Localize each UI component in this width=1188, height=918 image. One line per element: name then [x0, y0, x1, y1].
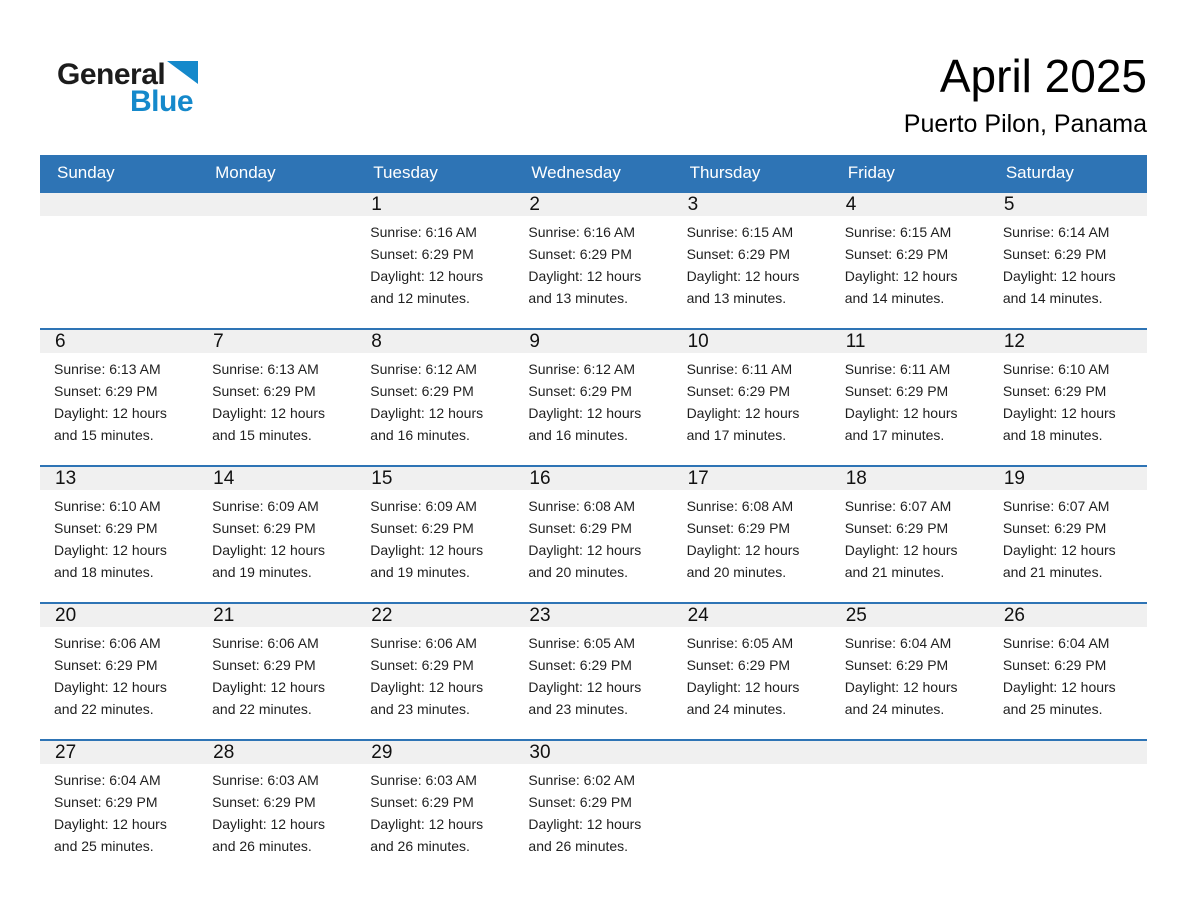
day-info [831, 353, 989, 446]
daylight-text-line2: and 18 minutes. [54, 564, 154, 580]
day-info [673, 353, 831, 446]
day-cell [673, 192, 831, 329]
daylight-text-line1: Daylight: 12 hours [686, 542, 800, 558]
daylight-text-line2: and 25 minutes. [1002, 701, 1103, 717]
empty-day-cell [198, 192, 356, 329]
day-number [989, 741, 1147, 764]
daylight-text-line1: Daylight: 12 hours [844, 268, 958, 284]
day-number [40, 193, 198, 216]
empty-day-cell [40, 192, 198, 329]
daylight-text-line2: and 20 minutes. [528, 564, 629, 580]
day-info [198, 490, 356, 583]
sunset-text: Sunset: 6:29 PM [54, 794, 158, 810]
daylight-text-line2: and 14 minutes. [844, 290, 945, 306]
day-info [198, 627, 356, 720]
day-cell [514, 192, 672, 329]
sunrise-text: Sunrise: 6:12 AM [528, 361, 636, 377]
day-info [831, 490, 989, 583]
daylight-text-line2: and 21 minutes. [844, 564, 945, 580]
weekday-header-saturday: Saturday [989, 155, 1147, 192]
sunset-text: Sunset: 6:29 PM [370, 520, 474, 536]
daylight-text-line2: and 23 minutes. [370, 701, 470, 717]
daylight-text-line1: Daylight: 12 hours [686, 268, 800, 284]
daylight-text-line2: and 26 minutes. [528, 838, 629, 854]
daylight-text-line2: and 24 minutes. [844, 701, 945, 717]
sunset-text: Sunset: 6:29 PM [844, 657, 949, 673]
day-cell [989, 603, 1147, 740]
daylight-text-line2: and 20 minutes. [686, 564, 787, 580]
day-number: 12 [989, 330, 1147, 353]
day-info [831, 627, 989, 720]
week-row [40, 740, 1147, 877]
weekday-header-wednesday: Wednesday [514, 155, 672, 192]
day-info [989, 353, 1147, 446]
page-header [904, 52, 1147, 139]
day-number: 26 [989, 604, 1147, 627]
day-cell [514, 603, 672, 740]
day-cell [40, 329, 198, 466]
day-info [514, 353, 672, 446]
day-info [989, 627, 1147, 720]
calendar-table [40, 155, 1147, 877]
daylight-text-line1: Daylight: 12 hours [1002, 542, 1116, 558]
daylight-text-line2: and 22 minutes. [54, 701, 154, 717]
daylight-text-line2: and 26 minutes. [212, 838, 312, 854]
sunset-text: Sunset: 6:29 PM [212, 794, 316, 810]
daylight-text-line2: and 13 minutes. [528, 290, 629, 306]
day-info [673, 216, 831, 309]
day-number [198, 193, 356, 216]
general-blue-logo [57, 60, 198, 117]
sunrise-text: Sunrise: 6:02 AM [528, 772, 636, 788]
day-number: 6 [40, 330, 198, 353]
sunset-text: Sunset: 6:29 PM [528, 520, 632, 536]
day-info [673, 627, 831, 720]
sunrise-text: Sunrise: 6:16 AM [370, 224, 477, 240]
calendar-body [40, 192, 1147, 877]
daylight-text-line2: and 19 minutes. [370, 564, 470, 580]
sunset-text: Sunset: 6:29 PM [844, 246, 949, 262]
daylight-text-line1: Daylight: 12 hours [54, 679, 167, 695]
daylight-text-line1: Daylight: 12 hours [212, 816, 325, 832]
day-number: 16 [514, 467, 672, 490]
sunset-text: Sunset: 6:29 PM [844, 383, 949, 399]
sunrise-text: Sunrise: 6:07 AM [1002, 498, 1110, 514]
week-row [40, 466, 1147, 603]
day-cell [198, 466, 356, 603]
day-number: 7 [198, 330, 356, 353]
daylight-text-line1: Daylight: 12 hours [54, 542, 167, 558]
weekday-header-row [40, 155, 1147, 192]
daylight-text-line2: and 15 minutes. [212, 427, 312, 443]
day-number: 30 [514, 741, 672, 764]
daylight-text-line1: Daylight: 12 hours [370, 679, 484, 695]
day-cell [673, 466, 831, 603]
day-cell [989, 329, 1147, 466]
sunrise-text: Sunrise: 6:14 AM [1002, 224, 1110, 240]
calendar-header [40, 155, 1147, 192]
sunrise-text: Sunrise: 6:04 AM [844, 635, 952, 651]
day-number: 8 [356, 330, 514, 353]
day-cell [356, 603, 514, 740]
sunset-text: Sunset: 6:29 PM [212, 520, 316, 536]
day-cell [40, 466, 198, 603]
sunset-text: Sunset: 6:29 PM [54, 383, 158, 399]
daylight-text-line1: Daylight: 12 hours [528, 268, 642, 284]
month-title: April 2025 [939, 50, 1147, 102]
day-info [40, 627, 198, 720]
daylight-text-line2: and 12 minutes. [370, 290, 470, 306]
day-cell [831, 603, 989, 740]
daylight-text-line1: Daylight: 12 hours [844, 679, 958, 695]
sunrise-text: Sunrise: 6:11 AM [686, 361, 793, 377]
daylight-text-line2: and 17 minutes. [844, 427, 945, 443]
sunset-text: Sunset: 6:29 PM [686, 520, 791, 536]
day-number: 28 [198, 741, 356, 764]
weekday-header-monday: Monday [198, 155, 356, 192]
day-info [198, 353, 356, 446]
sunset-text: Sunset: 6:29 PM [686, 383, 791, 399]
day-info [514, 627, 672, 720]
daylight-text-line2: and 16 minutes. [370, 427, 470, 443]
day-number: 20 [40, 604, 198, 627]
day-number: 10 [673, 330, 831, 353]
daylight-text-line1: Daylight: 12 hours [370, 542, 484, 558]
day-info [514, 490, 672, 583]
daylight-text-line1: Daylight: 12 hours [528, 816, 642, 832]
daylight-text-line1: Daylight: 12 hours [528, 542, 642, 558]
day-cell [40, 740, 198, 877]
day-number: 13 [40, 467, 198, 490]
day-info [989, 490, 1147, 583]
day-number: 2 [514, 193, 672, 216]
sunrise-text: Sunrise: 6:05 AM [528, 635, 636, 651]
daylight-text-line2: and 19 minutes. [212, 564, 312, 580]
day-cell [673, 329, 831, 466]
day-number: 4 [831, 193, 989, 216]
day-info [40, 490, 198, 583]
day-cell [514, 740, 672, 877]
sunrise-text: Sunrise: 6:15 AM [844, 224, 952, 240]
location-subtitle: Puerto Pilon, Panama [903, 110, 1147, 139]
sunset-text: Sunset: 6:29 PM [1002, 383, 1107, 399]
day-number: 29 [356, 741, 514, 764]
daylight-text-line1: Daylight: 12 hours [1002, 268, 1116, 284]
daylight-text-line1: Daylight: 12 hours [1002, 679, 1116, 695]
daylight-text-line1: Daylight: 12 hours [844, 405, 958, 421]
day-cell [356, 466, 514, 603]
day-cell [514, 466, 672, 603]
day-cell [198, 740, 356, 877]
day-info [356, 490, 514, 583]
sunset-text: Sunset: 6:29 PM [370, 657, 474, 673]
sunrise-text: Sunrise: 6:06 AM [370, 635, 477, 651]
day-number: 9 [514, 330, 672, 353]
sunset-text: Sunset: 6:29 PM [528, 246, 632, 262]
sunset-text: Sunset: 6:29 PM [212, 383, 316, 399]
day-number: 22 [356, 604, 514, 627]
sunrise-text: Sunrise: 6:13 AM [54, 361, 161, 377]
sunrise-text: Sunrise: 6:03 AM [370, 772, 477, 788]
empty-day-cell [831, 740, 989, 877]
sunset-text: Sunset: 6:29 PM [528, 794, 632, 810]
logo-triangle-icon [167, 61, 198, 84]
sunset-text: Sunset: 6:29 PM [370, 383, 474, 399]
sunrise-text: Sunrise: 6:15 AM [686, 224, 794, 240]
daylight-text-line2: and 18 minutes. [1002, 427, 1103, 443]
week-row [40, 603, 1147, 740]
daylight-text-line1: Daylight: 12 hours [686, 679, 800, 695]
daylight-text-line1: Daylight: 12 hours [844, 542, 958, 558]
day-cell [40, 603, 198, 740]
daylight-text-line2: and 21 minutes. [1002, 564, 1103, 580]
day-info [40, 764, 198, 857]
sunrise-text: Sunrise: 6:04 AM [54, 772, 161, 788]
day-cell [356, 192, 514, 329]
day-cell [989, 466, 1147, 603]
day-cell [356, 329, 514, 466]
daylight-text-line1: Daylight: 12 hours [1002, 405, 1116, 421]
daylight-text-line2: and 17 minutes. [686, 427, 787, 443]
sunset-text: Sunset: 6:29 PM [528, 383, 632, 399]
sunrise-text: Sunrise: 6:03 AM [212, 772, 319, 788]
sunset-text: Sunset: 6:29 PM [844, 520, 949, 536]
daylight-text-line1: Daylight: 12 hours [686, 405, 800, 421]
daylight-text-line2: and 14 minutes. [1002, 290, 1103, 306]
day-cell [989, 192, 1147, 329]
day-number: 3 [673, 193, 831, 216]
day-number: 19 [989, 467, 1147, 490]
daylight-text-line1: Daylight: 12 hours [212, 405, 325, 421]
sunset-text: Sunset: 6:29 PM [370, 246, 474, 262]
daylight-text-line1: Daylight: 12 hours [370, 268, 484, 284]
day-cell [831, 329, 989, 466]
day-cell [198, 329, 356, 466]
sunset-text: Sunset: 6:29 PM [54, 520, 158, 536]
daylight-text-line1: Daylight: 12 hours [528, 405, 642, 421]
day-number: 11 [831, 330, 989, 353]
day-info [514, 764, 672, 857]
empty-day-cell [673, 740, 831, 877]
sunrise-text: Sunrise: 6:07 AM [844, 498, 952, 514]
day-number: 21 [198, 604, 356, 627]
day-number: 18 [831, 467, 989, 490]
sunrise-text: Sunrise: 6:04 AM [1002, 635, 1110, 651]
sunrise-text: Sunrise: 6:06 AM [212, 635, 319, 651]
day-cell [198, 603, 356, 740]
day-number: 1 [356, 193, 514, 216]
day-number: 25 [831, 604, 989, 627]
day-info [356, 216, 514, 309]
daylight-text-line1: Daylight: 12 hours [54, 405, 167, 421]
day-cell [356, 740, 514, 877]
day-cell [831, 466, 989, 603]
day-number: 14 [198, 467, 356, 490]
day-number: 27 [40, 741, 198, 764]
logo-text-general: General [57, 58, 166, 91]
day-number: 24 [673, 604, 831, 627]
sunrise-text: Sunrise: 6:16 AM [528, 224, 636, 240]
sunset-text: Sunset: 6:29 PM [528, 657, 632, 673]
day-number: 15 [356, 467, 514, 490]
day-info [356, 764, 514, 857]
daylight-text-line2: and 25 minutes. [54, 838, 154, 854]
sunrise-text: Sunrise: 6:06 AM [54, 635, 161, 651]
day-number: 23 [514, 604, 672, 627]
empty-day-cell [989, 740, 1147, 877]
sunset-text: Sunset: 6:29 PM [686, 246, 791, 262]
day-cell [673, 603, 831, 740]
daylight-text-line2: and 23 minutes. [528, 701, 629, 717]
day-info [198, 764, 356, 857]
sunset-text: Sunset: 6:29 PM [370, 794, 474, 810]
sunrise-text: Sunrise: 6:08 AM [686, 498, 794, 514]
day-cell [831, 192, 989, 329]
sunset-text: Sunset: 6:29 PM [1002, 520, 1107, 536]
week-row [40, 192, 1147, 329]
sunrise-text: Sunrise: 6:10 AM [1002, 361, 1110, 377]
sunrise-text: Sunrise: 6:09 AM [212, 498, 319, 514]
sunrise-text: Sunrise: 6:05 AM [686, 635, 794, 651]
sunset-text: Sunset: 6:29 PM [212, 657, 316, 673]
day-info [989, 216, 1147, 309]
sunrise-text: Sunrise: 6:12 AM [370, 361, 477, 377]
daylight-text-line2: and 16 minutes. [528, 427, 629, 443]
weekday-header-tuesday: Tuesday [356, 155, 514, 192]
day-number [831, 741, 989, 764]
week-row [40, 329, 1147, 466]
daylight-text-line2: and 24 minutes. [686, 701, 787, 717]
sunset-text: Sunset: 6:29 PM [54, 657, 158, 673]
day-info [514, 216, 672, 309]
sunset-text: Sunset: 6:29 PM [686, 657, 791, 673]
weekday-header-friday: Friday [831, 155, 989, 192]
sunrise-text: Sunrise: 6:09 AM [370, 498, 477, 514]
daylight-text-line1: Daylight: 12 hours [212, 679, 325, 695]
daylight-text-line2: and 26 minutes. [370, 838, 470, 854]
daylight-text-line1: Daylight: 12 hours [370, 405, 484, 421]
day-info [831, 216, 989, 309]
sunrise-text: Sunrise: 6:10 AM [54, 498, 161, 514]
weekday-header-sunday: Sunday [40, 155, 198, 192]
daylight-text-line1: Daylight: 12 hours [528, 679, 642, 695]
sunrise-text: Sunrise: 6:11 AM [844, 361, 951, 377]
sunset-text: Sunset: 6:29 PM [1002, 246, 1107, 262]
sunset-text: Sunset: 6:29 PM [1002, 657, 1107, 673]
day-info [673, 490, 831, 583]
day-info [40, 353, 198, 446]
day-number: 17 [673, 467, 831, 490]
day-info [356, 353, 514, 446]
sunrise-text: Sunrise: 6:08 AM [528, 498, 636, 514]
daylight-text-line2: and 22 minutes. [212, 701, 312, 717]
day-cell [514, 329, 672, 466]
weekday-header-thursday: Thursday [673, 155, 831, 192]
sunrise-text: Sunrise: 6:13 AM [212, 361, 319, 377]
day-number: 5 [989, 193, 1147, 216]
day-number [673, 741, 831, 764]
daylight-text-line1: Daylight: 12 hours [54, 816, 167, 832]
day-info [356, 627, 514, 720]
daylight-text-line1: Daylight: 12 hours [212, 542, 325, 558]
logo-text-blue: Blue [130, 85, 194, 118]
daylight-text-line1: Daylight: 12 hours [370, 816, 484, 832]
daylight-text-line2: and 13 minutes. [686, 290, 787, 306]
daylight-text-line2: and 15 minutes. [54, 427, 154, 443]
